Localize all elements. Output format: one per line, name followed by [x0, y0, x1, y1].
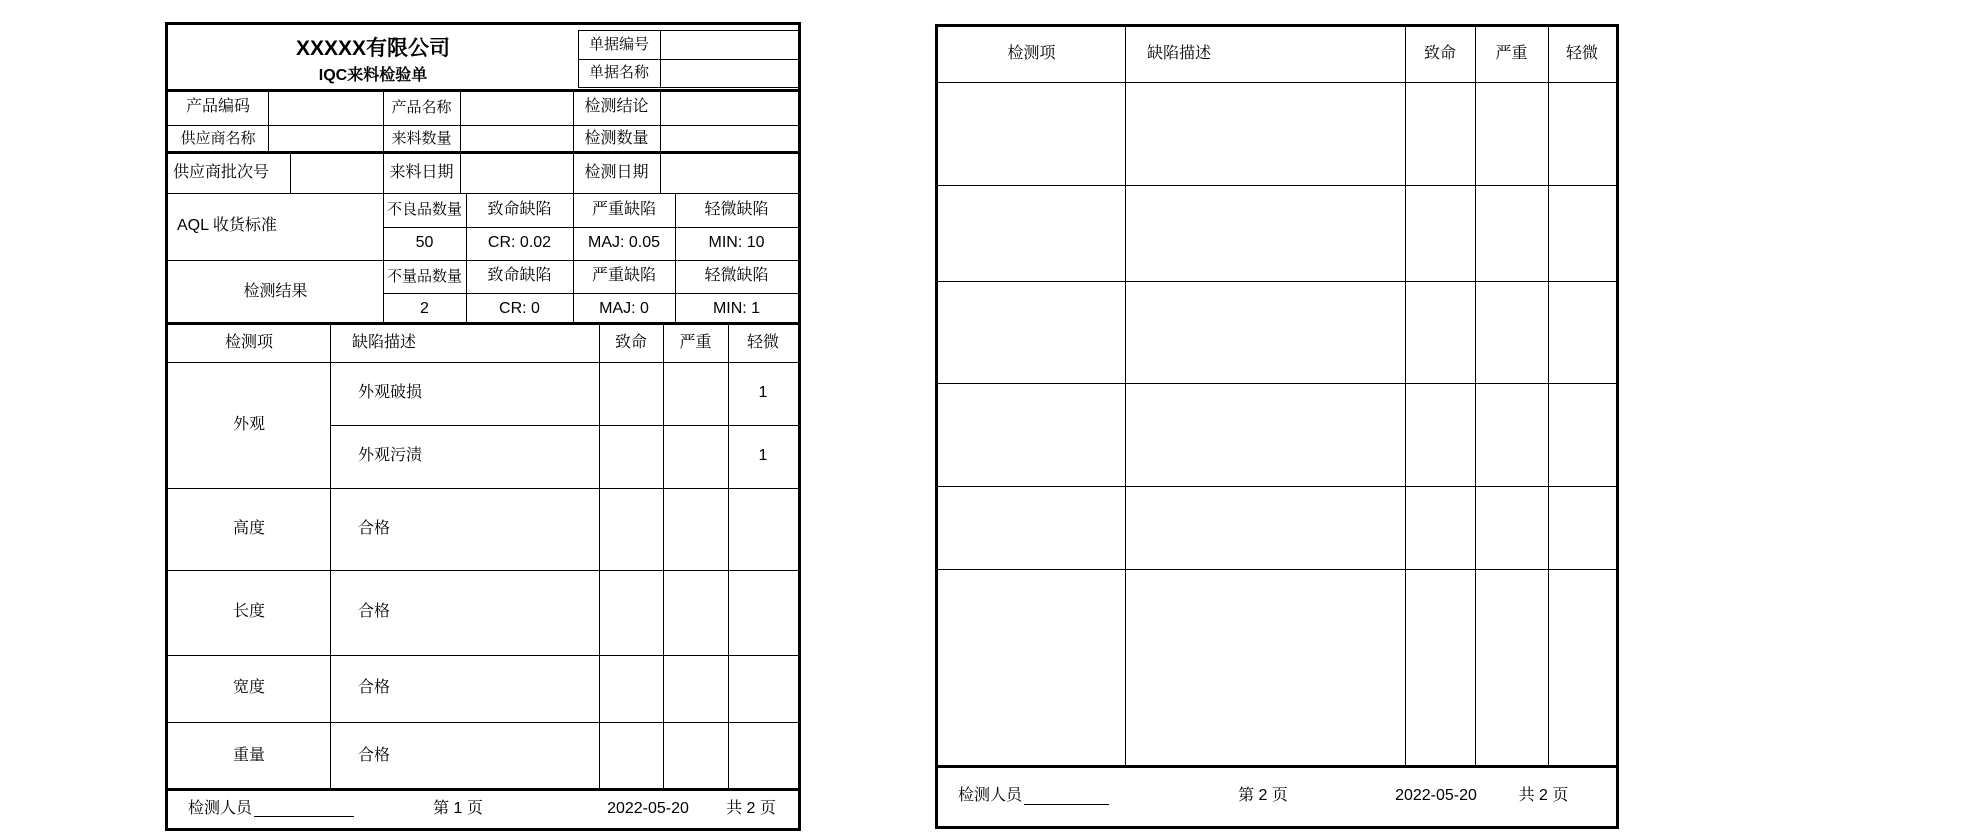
footer-inspector — [188, 790, 408, 828]
grid-line — [383, 227, 798, 228]
doc-name-label: 单据名称 — [588, 64, 649, 82]
grid-line — [660, 154, 661, 193]
aql-standard-label: AQL 收货标准 — [177, 217, 277, 235]
incoming-date-value — [460, 153, 573, 193]
footer-page-number: 第 1 页 — [433, 799, 483, 817]
conclusion-value — [660, 90, 798, 125]
grid-line — [168, 125, 798, 126]
grid-line — [578, 30, 579, 88]
supplier-batch-value — [290, 153, 383, 193]
page-2 — [935, 24, 1619, 829]
detail-item-appearance: 外观 — [232, 415, 265, 433]
result-major-header: 严重缺陷 — [591, 267, 656, 285]
grid-line — [168, 655, 798, 656]
form-title: IQC来料检验单 — [318, 66, 428, 84]
aql-critical-header: 致命缺陷 — [487, 200, 552, 218]
grid-line — [728, 325, 729, 788]
grid-line — [168, 488, 798, 489]
grid-line — [168, 322, 798, 325]
footer-total-pages: 共 2 页 — [726, 799, 776, 817]
footer-date: 2022-05-20 — [607, 799, 689, 817]
detail-desc-height: 合格 — [358, 519, 391, 537]
grid-line — [1475, 27, 1476, 765]
doc-name-value — [660, 59, 798, 87]
grid-line — [383, 154, 384, 193]
product-name-label: 产品名称 — [391, 98, 452, 116]
grid-line — [663, 325, 664, 788]
inspector-label: 检测人员 — [188, 799, 253, 817]
grid-line — [599, 325, 600, 788]
page-1 — [165, 22, 801, 831]
aql-defective-qty-value: 50 — [415, 234, 434, 252]
detail-item-height: 高度 — [232, 519, 265, 537]
grid-line — [168, 151, 798, 154]
inspect-date-label: 检测日期 — [584, 163, 649, 181]
inspect-qty-label: 检测数量 — [584, 129, 649, 147]
grid-line — [578, 87, 798, 88]
detail-item-weight: 重量 — [232, 746, 265, 764]
detail-minor-appearance-stain: 1 — [758, 447, 768, 465]
grid-line — [383, 193, 384, 322]
footer-page-number: 第 2 页 — [1238, 787, 1288, 805]
detail-desc-length: 合格 — [358, 603, 391, 621]
grid-line — [168, 570, 798, 571]
grid-line — [938, 281, 1616, 282]
product-code-value — [268, 90, 383, 125]
grid-line — [578, 30, 798, 31]
grid-line — [1548, 27, 1549, 765]
grid-line — [168, 260, 798, 261]
detail-header-desc: 缺陷描述 — [1147, 45, 1212, 63]
grid-line — [460, 154, 461, 193]
grid-line — [466, 193, 467, 322]
inspector-signature-line — [254, 801, 354, 817]
grid-line — [660, 92, 661, 151]
detail-desc-weight: 合格 — [358, 746, 391, 764]
supplier-label: 供应商名称 — [180, 130, 256, 148]
incoming-qty-value — [460, 125, 573, 153]
grid-line — [168, 89, 798, 92]
grid-line — [1125, 27, 1126, 765]
conclusion-label: 检测结论 — [584, 98, 649, 116]
inspector-label: 检测人员 — [958, 787, 1023, 805]
inspect-date-value — [660, 153, 798, 193]
detail-header-major: 严重 — [1495, 45, 1528, 63]
grid-line — [938, 569, 1616, 570]
inspect-qty-value — [660, 125, 798, 153]
grid-line — [168, 362, 798, 363]
footer-total-pages: 共 2 页 — [1518, 787, 1569, 805]
footer-date: 2022-05-20 — [1395, 787, 1477, 805]
aql-minor-value: MIN: 10 — [708, 234, 765, 252]
result-defective-qty-header: 不量品数量 — [386, 267, 462, 285]
product-code-label: 产品编码 — [185, 98, 250, 116]
detail-desc-appearance-damage: 外观破损 — [358, 384, 423, 402]
grid-line — [938, 486, 1616, 487]
result-critical-header: 致命缺陷 — [487, 267, 552, 285]
detail-header-critical: 致命 — [1423, 45, 1456, 63]
grid-line — [1405, 27, 1406, 765]
detail-header-major: 严重 — [679, 334, 712, 352]
grid-line — [938, 765, 1616, 768]
supplier-batch-label: 供应商批次号 — [173, 163, 270, 181]
grid-line — [268, 92, 269, 151]
doc-no-value — [660, 30, 798, 59]
aql-critical-value: CR: 0.02 — [487, 234, 552, 252]
incoming-date-label: 来料日期 — [389, 163, 454, 181]
grid-line — [168, 193, 798, 194]
grid-line — [168, 788, 798, 791]
grid-line — [573, 92, 574, 151]
detail-header-desc: 缺陷描述 — [352, 334, 417, 352]
aql-defective-qty-header: 不良品数量 — [386, 201, 462, 219]
detail-item-width: 宽度 — [232, 679, 265, 697]
detail-header-critical: 致命 — [614, 334, 647, 352]
grid-line — [460, 92, 461, 151]
result-minor-header: 轻微缺陷 — [704, 267, 769, 285]
grid-line — [938, 185, 1616, 186]
detail-minor-appearance-damage: 1 — [758, 384, 768, 402]
grid-line — [578, 59, 798, 60]
company-title: XXXXX有限公司 — [295, 36, 451, 60]
grid-line — [330, 325, 331, 788]
footer-inspector — [958, 767, 1178, 826]
detail-header-item: 检测项 — [224, 334, 273, 352]
grid-line — [938, 82, 1616, 83]
grid-line — [383, 293, 798, 294]
aql-major-header: 严重缺陷 — [591, 200, 656, 218]
aql-major-value: MAJ: 0.05 — [587, 234, 661, 252]
incoming-qty-label: 来料数量 — [391, 130, 452, 148]
detail-header-minor: 轻微 — [746, 334, 779, 352]
inspector-signature-line — [1024, 789, 1109, 805]
result-minor-value: MIN: 1 — [712, 299, 761, 317]
result-major-value: MAJ: 0 — [599, 299, 649, 317]
detail-header-item: 检测项 — [1007, 45, 1056, 63]
result-defective-qty-value: 2 — [420, 299, 429, 317]
grid-line — [573, 193, 574, 322]
product-name-value — [460, 90, 573, 125]
result-label: 检测结果 — [243, 283, 308, 301]
grid-line — [290, 154, 291, 193]
supplier-value — [268, 125, 383, 153]
doc-no-label: 单据编号 — [588, 35, 649, 53]
grid-line — [675, 193, 676, 322]
grid-line — [573, 154, 574, 193]
grid-line — [168, 722, 798, 723]
aql-minor-header: 轻微缺陷 — [704, 200, 769, 218]
detail-item-length: 长度 — [232, 603, 265, 621]
detail-desc-appearance-stain: 外观污渍 — [358, 447, 423, 465]
detail-header-minor: 轻微 — [1565, 45, 1598, 63]
grid-line — [938, 383, 1616, 384]
result-critical-value: CR: 0 — [499, 299, 540, 317]
detail-desc-width: 合格 — [358, 679, 391, 697]
grid-line — [383, 92, 384, 151]
grid-line — [660, 30, 661, 88]
